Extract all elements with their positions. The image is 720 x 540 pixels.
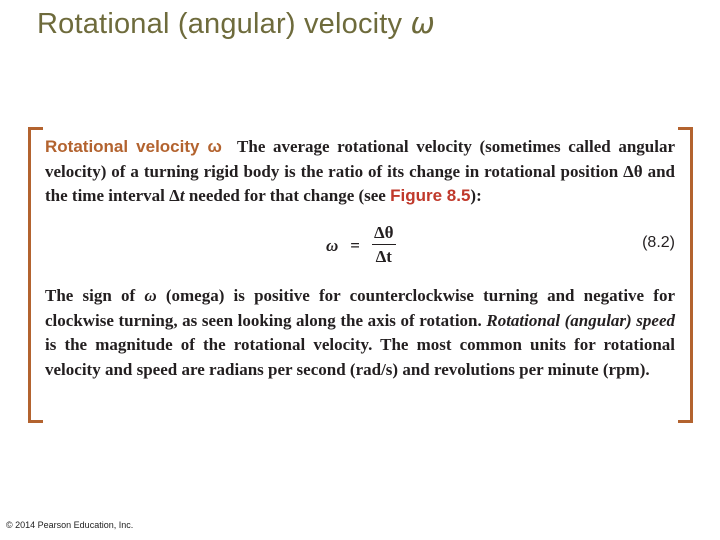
equation-numerator: Δθ	[372, 222, 396, 245]
equation-fraction	[372, 222, 396, 269]
p1-text-a: The average rotational velocity (sometimes called angular velocity) of a turning rigid body is the ratio of its change in rotational position Δθ and the time interval Δ	[45, 137, 676, 205]
p2-italic: Rotational (angular) speed	[486, 310, 676, 330]
box-right-bracket	[678, 127, 693, 423]
omega-symbol: ω	[410, 6, 436, 40]
definition-heading: Rotational velocity ω	[45, 137, 222, 156]
equation-number: (8.2)	[642, 234, 675, 251]
box-left-bracket	[28, 127, 43, 423]
equation	[326, 222, 396, 269]
p2-text-a: The sign of	[45, 286, 145, 305]
figure-reference-link[interactable]: Figure 8.5	[390, 186, 471, 205]
equation-lhs: ω	[326, 235, 339, 255]
definition-box	[28, 127, 693, 417]
p2-omega: ω	[144, 286, 157, 305]
equation-equals: =	[350, 235, 360, 255]
definition-paragraph	[45, 135, 675, 209]
copyright-text: © 2014 Pearson Education, Inc.	[6, 520, 134, 530]
slide-title-text: Rotational (angular) velocity	[37, 8, 411, 40]
p2-text-b: (omega) is positive for counterclockwise turning and negative for clockwise turning, as seen looking along the axis of rotation.	[45, 286, 675, 330]
sign-paragraph	[45, 284, 675, 382]
p1-text-b: needed for that change (see	[184, 186, 391, 205]
equation-denominator: Δt	[375, 247, 392, 266]
slide-title	[37, 6, 435, 41]
p2-text-c: is the magnitude of the rotational velocity. The most common units for rotational velocity and speed are radians per second (rad/s) and revolutions per minute (rpm).	[45, 335, 675, 379]
p1-t: t	[179, 186, 185, 205]
p1-text-c: ):	[470, 186, 482, 205]
